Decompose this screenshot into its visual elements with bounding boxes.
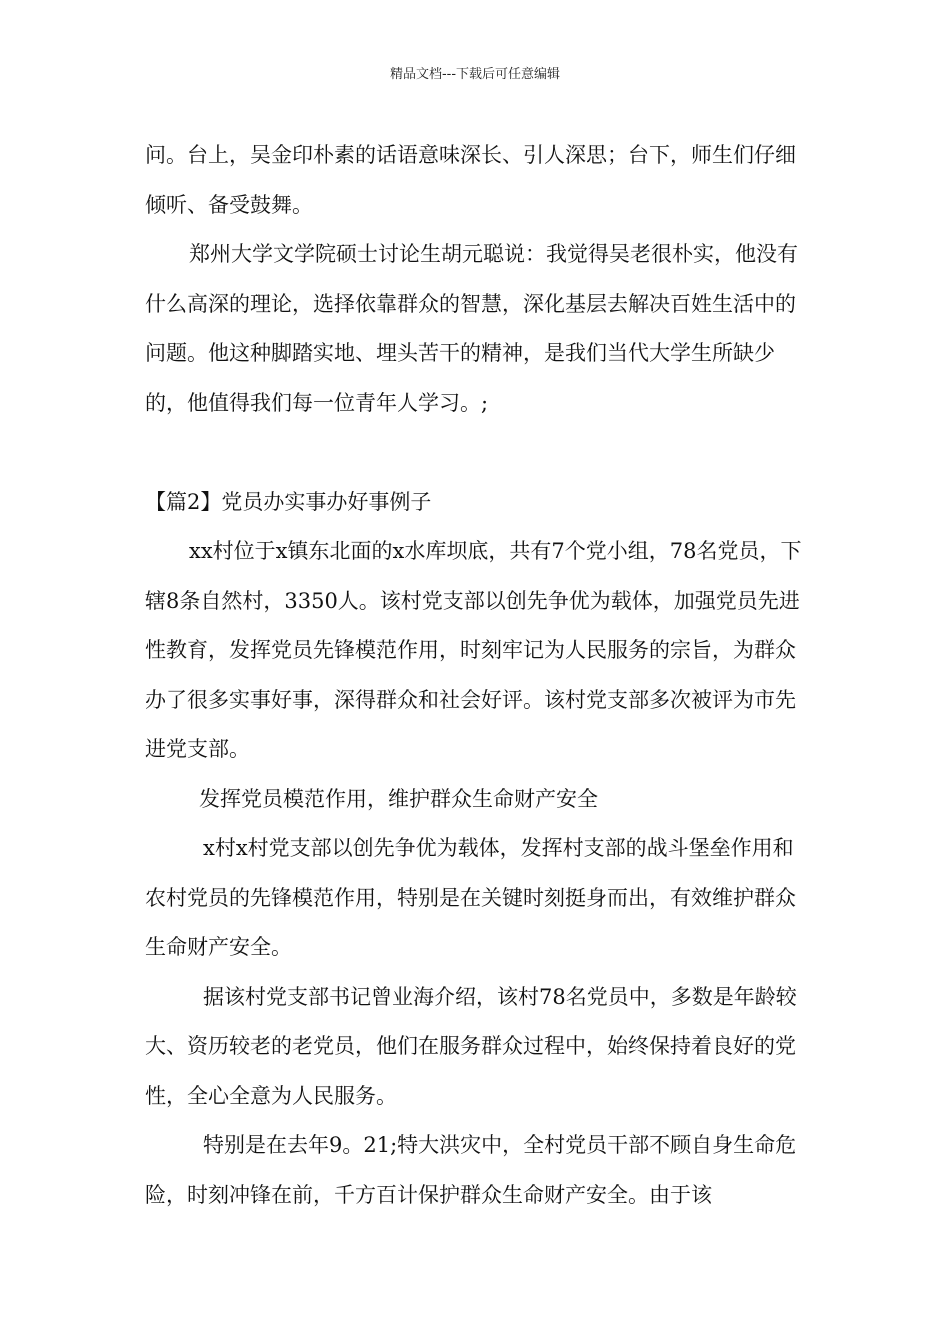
document-body: [145, 131, 810, 1220]
paragraph-branch-role: x村x村党支部以创先争优为载体，发挥村支部的战斗堡垒作用和农村党员的先锋模范作用，特别是在关键时刻挺身而出，有效维护群众生命财产安全。: [145, 836, 796, 959]
paragraph-quote: 郑州大学文学院硕士讨论生胡元聪说：我觉得吴老很朴实，他没有什么高深的理论，选择依靠群众的智慧，深化基层去解决百姓生活中的问题。他这种脚踏实地、埋头苦干的精神，是我们当代大学生所缺少的，他值得我们每一位青年人学习。;: [145, 242, 798, 415]
page-header: 精品文档---下载后可任意编辑: [389, 67, 561, 82]
section-subheading: 发挥党员模范作用，维护群众生命财产安全: [199, 786, 598, 811]
paragraph-village-intro: xx村位于x镇东北面的x水库坝底，共有7个党小组，78名党员，下辖8条自然村，3350人。该村党支部以创先争优为载体，加强党员先进性教育，发挥党员先锋模范作用，时刻牢记为人民服务的宗旨，为群众办了很多实事好事，深得群众和社会好评。该村党支部多次被评为市先进党支部。: [145, 539, 802, 761]
paragraph-secretary-intro: 据该村党支部书记曾业海介绍，该村78名党员中，多数是年龄较大、资历较老的老党员，他们在服务群众过程中，始终保持着良好的党性，全心全意为人民服务。: [145, 984, 797, 1108]
section-heading: 【篇2】党员办实事办好事例子: [145, 489, 432, 514]
paragraph-gap: [145, 428, 810, 478]
paragraph-continuation: 问。台上，吴金印朴素的话语意味深长、引人深思；台下，师生们仔细倾听、备受鼓舞。: [145, 143, 796, 217]
paragraph-flood-event: 特别是在去年9。21;特大洪灾中，全村党员干部不顾自身生命危险，时刻冲锋在前，千方百计保护群众生命财产安全。由于该: [145, 1133, 797, 1207]
